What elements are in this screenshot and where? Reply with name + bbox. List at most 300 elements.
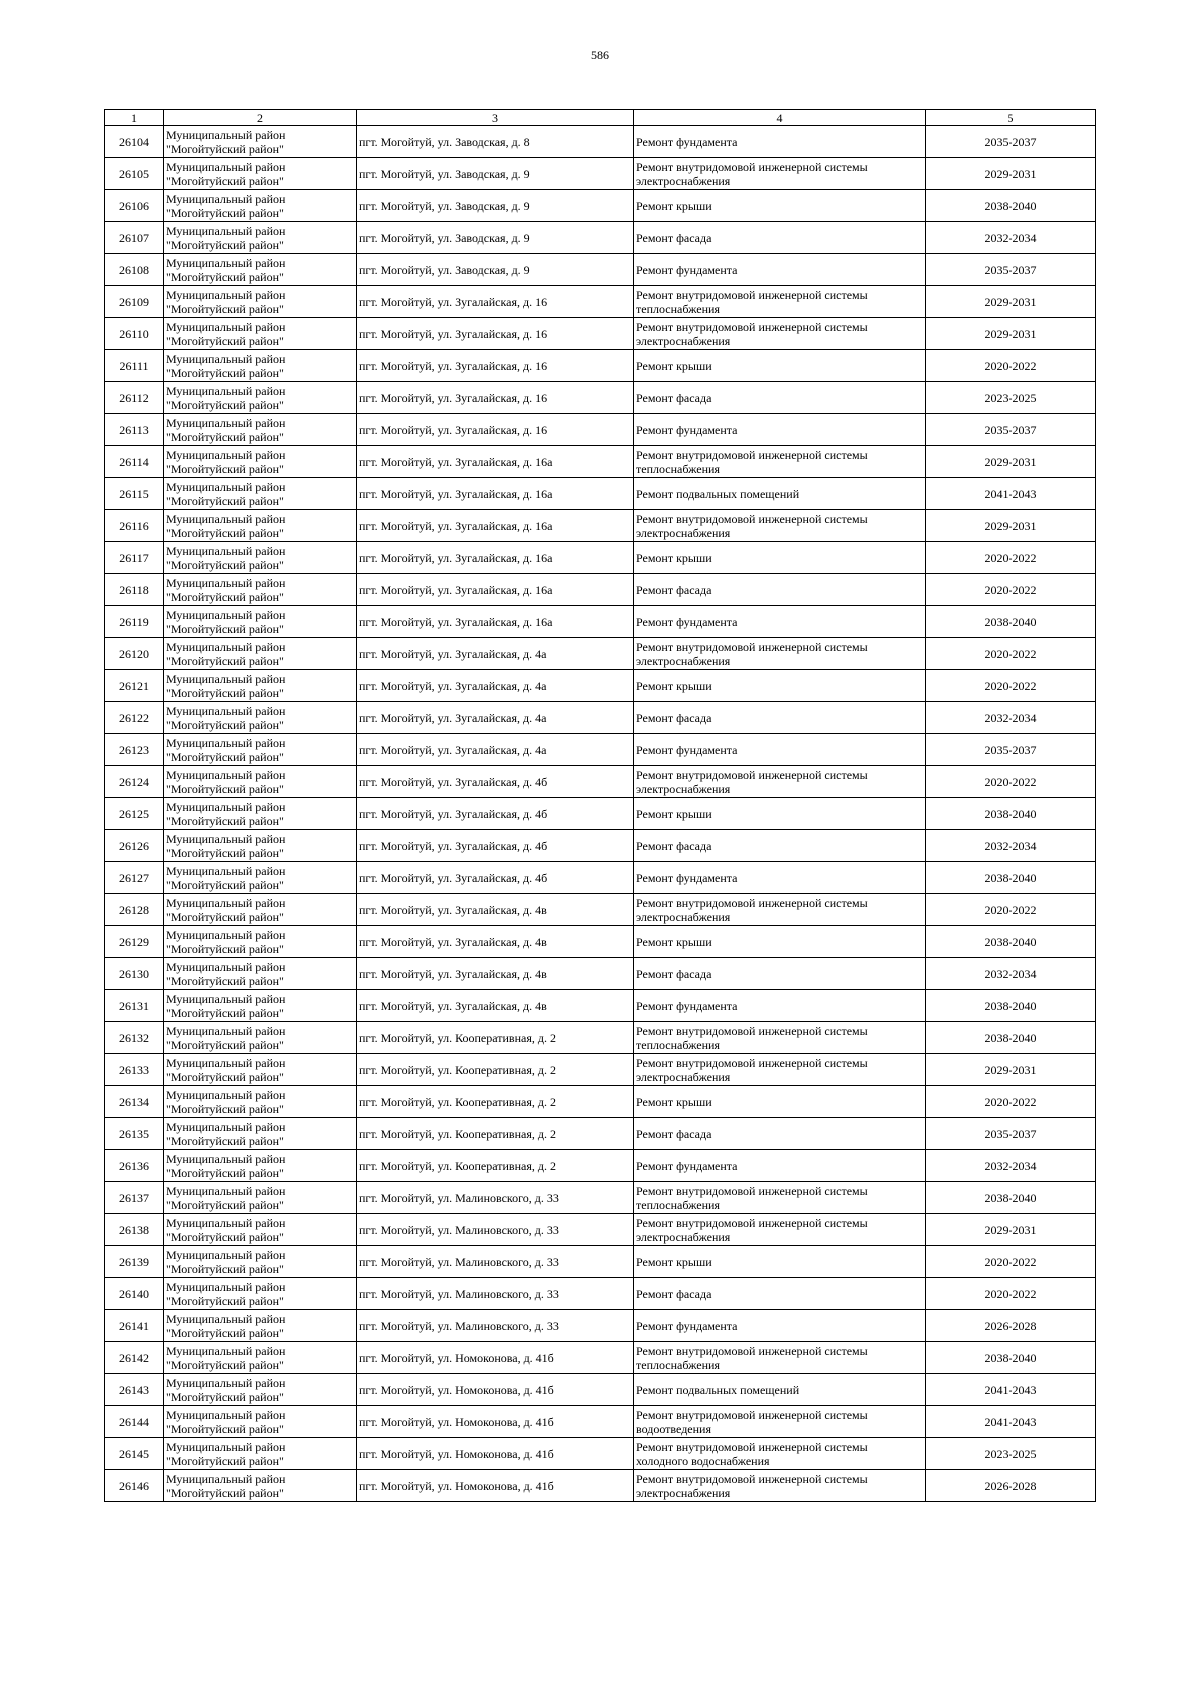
row-number-cell: 26116: [105, 510, 164, 542]
work-type-cell: [634, 510, 926, 542]
period-cell: 2038-2040: [926, 1182, 1096, 1214]
district-line: "Могойтуйский район": [166, 397, 284, 412]
period-cell: 2029-2031: [926, 510, 1096, 542]
district-cell: [164, 606, 357, 638]
district-line: Муниципальный район: [166, 191, 286, 206]
table-row: [105, 670, 1096, 702]
district-line: "Могойтуйский район": [166, 1357, 284, 1372]
work-type-line: электроснабжения: [636, 653, 731, 668]
row-number-cell: 26109: [105, 286, 164, 318]
work-type-cell: [634, 1246, 926, 1278]
district-line: Муниципальный район: [166, 1311, 286, 1326]
district-line: Муниципальный район: [166, 447, 286, 462]
work-type-line: Ремонт внутридомовой инженерной системы: [636, 159, 868, 174]
work-type-cell: [634, 286, 926, 318]
address-cell: пгт. Могойтуй, ул. Зугалайская, д. 16а: [357, 478, 634, 510]
period-cell: 2032-2034: [926, 702, 1096, 734]
table-row: [105, 1438, 1096, 1470]
row-number-cell: 26120: [105, 638, 164, 670]
work-type-line: электроснабжения: [636, 333, 731, 348]
district-line: Муниципальный район: [166, 927, 286, 942]
work-type-line: теплоснабжения: [636, 1037, 720, 1052]
work-type-cell: [634, 1054, 926, 1086]
district-cell: [164, 574, 357, 606]
district-line: Муниципальный район: [166, 127, 286, 142]
row-number-cell: 26106: [105, 190, 164, 222]
district-line: Муниципальный район: [166, 1119, 286, 1134]
work-type-cell: [634, 190, 926, 222]
period-cell: 2020-2022: [926, 542, 1096, 574]
row-number-cell: 26122: [105, 702, 164, 734]
work-type-cell: [634, 254, 926, 286]
row-number-cell: 26127: [105, 862, 164, 894]
table-row: [105, 126, 1096, 158]
work-type-line: Ремонт фундамента: [636, 998, 738, 1013]
period-cell: 2038-2040: [926, 1022, 1096, 1054]
address-cell: пгт. Могойтуй, ул. Зугалайская, д. 16: [357, 286, 634, 318]
work-type-cell: [634, 318, 926, 350]
work-type-cell: [634, 158, 926, 190]
district-line: Муниципальный район: [166, 415, 286, 430]
district-line: Муниципальный район: [166, 479, 286, 494]
district-line: "Могойтуйский район": [166, 1101, 284, 1116]
row-number-cell: 26119: [105, 606, 164, 638]
work-type-cell: [634, 1214, 926, 1246]
district-cell: [164, 958, 357, 990]
table-row: [105, 1150, 1096, 1182]
period-cell: 2020-2022: [926, 894, 1096, 926]
table-row: [105, 414, 1096, 446]
district-cell: [164, 766, 357, 798]
district-cell: [164, 702, 357, 734]
address-cell: пгт. Могойтуй, ул. Кооперативная, д. 2: [357, 1086, 634, 1118]
work-type-cell: [634, 830, 926, 862]
address-cell: пгт. Могойтуй, ул. Кооперативная, д. 2: [357, 1150, 634, 1182]
work-type-cell: [634, 1406, 926, 1438]
address-cell: пгт. Могойтуй, ул. Зугалайская, д. 16а: [357, 606, 634, 638]
district-line: Муниципальный район: [166, 735, 286, 750]
district-line: "Могойтуйский район": [166, 557, 284, 572]
table-row: [105, 926, 1096, 958]
work-type-line: Ремонт фасада: [636, 838, 712, 853]
row-number-cell: 26137: [105, 1182, 164, 1214]
period-cell: 2038-2040: [926, 990, 1096, 1022]
district-cell: [164, 1182, 357, 1214]
district-cell: [164, 734, 357, 766]
district-line: Муниципальный район: [166, 383, 286, 398]
district-line: "Могойтуйский район": [166, 205, 284, 220]
district-cell: [164, 670, 357, 702]
table-row: [105, 478, 1096, 510]
address-cell: пгт. Могойтуй, ул. Зугалайская, д. 4б: [357, 798, 634, 830]
page-number: 586: [591, 48, 609, 62]
table-row: [105, 1470, 1096, 1502]
district-cell: [164, 510, 357, 542]
period-cell: 2029-2031: [926, 158, 1096, 190]
period-cell: 2041-2043: [926, 1374, 1096, 1406]
district-cell: [164, 190, 357, 222]
district-cell: [164, 638, 357, 670]
work-type-line: Ремонт крыши: [636, 1094, 712, 1109]
district-cell: [164, 1438, 357, 1470]
table-row: [105, 350, 1096, 382]
work-type-line: электроснабжения: [636, 781, 731, 796]
district-cell: [164, 158, 357, 190]
work-type-line: Ремонт внутридомовой инженерной системы: [636, 511, 868, 526]
address-cell: пгт. Могойтуй, ул. Зугалайская, д. 4а: [357, 638, 634, 670]
work-type-line: Ремонт крыши: [636, 678, 712, 693]
district-line: Муниципальный район: [166, 671, 286, 686]
address-cell: пгт. Могойтуй, ул. Малиновского, д. 33: [357, 1246, 634, 1278]
work-type-line: Ремонт фасада: [636, 582, 712, 597]
address-cell: пгт. Могойтуй, ул. Заводская, д. 9: [357, 222, 634, 254]
work-type-cell: [634, 1118, 926, 1150]
district-cell: [164, 478, 357, 510]
work-type-cell: [634, 1022, 926, 1054]
table-row: [105, 830, 1096, 862]
district-line: Муниципальный район: [166, 351, 286, 366]
district-line: Муниципальный район: [166, 287, 286, 302]
work-type-cell: [634, 926, 926, 958]
table-row: [105, 1278, 1096, 1310]
work-type-cell: [634, 894, 926, 926]
district-line: Муниципальный район: [166, 1023, 286, 1038]
district-cell: [164, 1086, 357, 1118]
work-type-line: Ремонт фасада: [636, 966, 712, 981]
period-cell: 2020-2022: [926, 766, 1096, 798]
district-line: Муниципальный район: [166, 959, 286, 974]
row-number-cell: 26111: [105, 350, 164, 382]
table-row: [105, 1246, 1096, 1278]
address-cell: пгт. Могойтуй, ул. Малиновского, д. 33: [357, 1278, 634, 1310]
period-cell: 2020-2022: [926, 350, 1096, 382]
work-type-line: Ремонт фундамента: [636, 1158, 738, 1173]
address-cell: пгт. Могойтуй, ул. Зугалайская, д. 4а: [357, 702, 634, 734]
period-cell: 2035-2037: [926, 414, 1096, 446]
period-cell: 2020-2022: [926, 574, 1096, 606]
row-number-cell: 26105: [105, 158, 164, 190]
table-body: [105, 126, 1096, 1502]
work-type-line: Ремонт крыши: [636, 198, 712, 213]
work-type-line: Ремонт фасада: [636, 390, 712, 405]
district-line: "Могойтуйский район": [166, 717, 284, 732]
district-cell: [164, 382, 357, 414]
district-line: "Могойтуйский район": [166, 941, 284, 956]
district-cell: [164, 126, 357, 158]
district-line: "Могойтуйский район": [166, 845, 284, 860]
district-line: "Могойтуйский район": [166, 269, 284, 284]
district-line: Муниципальный район: [166, 255, 286, 270]
row-number-cell: 26130: [105, 958, 164, 990]
district-cell: [164, 1150, 357, 1182]
column-header-4: 4: [634, 110, 926, 126]
table-row: [105, 254, 1096, 286]
district-line: Муниципальный район: [166, 1183, 286, 1198]
address-cell: пгт. Могойтуй, ул. Номоконова, д. 41б: [357, 1406, 634, 1438]
district-line: "Могойтуйский район": [166, 365, 284, 380]
work-type-line: Ремонт внутридомовой инженерной системы: [636, 1055, 868, 1070]
district-line: "Могойтуйский район": [166, 1165, 284, 1180]
period-cell: 2029-2031: [926, 446, 1096, 478]
work-type-cell: [634, 638, 926, 670]
address-cell: пгт. Могойтуй, ул. Зугалайская, д. 16а: [357, 446, 634, 478]
address-cell: пгт. Могойтуй, ул. Малиновского, д. 33: [357, 1182, 634, 1214]
work-type-line: холодного водоснабжения: [636, 1453, 770, 1468]
row-number-cell: 26145: [105, 1438, 164, 1470]
work-type-line: электроснабжения: [636, 909, 731, 924]
district-cell: [164, 894, 357, 926]
district-cell: [164, 926, 357, 958]
table-row: [105, 222, 1096, 254]
period-cell: 2029-2031: [926, 1054, 1096, 1086]
period-cell: 2029-2031: [926, 1214, 1096, 1246]
address-cell: пгт. Могойтуй, ул. Зугалайская, д. 4в: [357, 926, 634, 958]
district-cell: [164, 1022, 357, 1054]
repair-schedule-table: [104, 109, 1096, 1502]
address-cell: пгт. Могойтуй, ул. Зугалайская, д. 16а: [357, 542, 634, 574]
work-type-line: Ремонт крыши: [636, 1254, 712, 1269]
period-cell: 2038-2040: [926, 926, 1096, 958]
address-cell: пгт. Могойтуй, ул. Номоконова, д. 41б: [357, 1374, 634, 1406]
district-cell: [164, 1310, 357, 1342]
district-line: "Могойтуйский район": [166, 621, 284, 636]
address-cell: пгт. Могойтуй, ул. Зугалайская, д. 4в: [357, 958, 634, 990]
work-type-line: теплоснабжения: [636, 1357, 720, 1372]
district-line: "Могойтуйский район": [166, 589, 284, 604]
district-line: "Могойтуйский район": [166, 749, 284, 764]
district-line: "Могойтуйский район": [166, 781, 284, 796]
row-number-cell: 26146: [105, 1470, 164, 1502]
district-cell: [164, 286, 357, 318]
district-line: Муниципальный район: [166, 863, 286, 878]
work-type-line: Ремонт внутридомовой инженерной системы: [636, 1183, 868, 1198]
period-cell: 2035-2037: [926, 254, 1096, 286]
address-cell: пгт. Могойтуй, ул. Зугалайская, д. 4б: [357, 862, 634, 894]
district-line: Муниципальный район: [166, 543, 286, 558]
district-line: Муниципальный район: [166, 1471, 286, 1486]
district-cell: [164, 318, 357, 350]
address-cell: пгт. Могойтуй, ул. Зугалайская, д. 4в: [357, 894, 634, 926]
table-row: [105, 1406, 1096, 1438]
work-type-line: Ремонт фасада: [636, 1286, 712, 1301]
row-number-cell: 26108: [105, 254, 164, 286]
row-number-cell: 26117: [105, 542, 164, 574]
table-row: [105, 990, 1096, 1022]
district-line: "Могойтуйский район": [166, 333, 284, 348]
work-type-cell: [634, 1310, 926, 1342]
column-header-3: 3: [357, 110, 634, 126]
district-line: Муниципальный район: [166, 1279, 286, 1294]
period-cell: 2032-2034: [926, 1150, 1096, 1182]
period-cell: 2035-2037: [926, 1118, 1096, 1150]
work-type-line: Ремонт внутридомовой инженерной системы: [636, 1215, 868, 1230]
period-cell: 2032-2034: [926, 830, 1096, 862]
address-cell: пгт. Могойтуй, ул. Заводская, д. 9: [357, 254, 634, 286]
table-row: [105, 894, 1096, 926]
district-line: Муниципальный район: [166, 159, 286, 174]
table-row: [105, 1342, 1096, 1374]
district-line: "Могойтуйский район": [166, 1261, 284, 1276]
address-cell: пгт. Могойтуй, ул. Зугалайская, д. 16а: [357, 574, 634, 606]
district-line: "Могойтуйский район": [166, 973, 284, 988]
district-cell: [164, 414, 357, 446]
work-type-line: Ремонт внутридомовой инженерной системы: [636, 1023, 868, 1038]
table-row: [105, 1118, 1096, 1150]
column-number-row: [105, 110, 1096, 126]
work-type-cell: [634, 222, 926, 254]
row-number-cell: 26115: [105, 478, 164, 510]
period-cell: 2029-2031: [926, 286, 1096, 318]
district-line: Муниципальный район: [166, 511, 286, 526]
district-line: Муниципальный район: [166, 575, 286, 590]
period-cell: 2041-2043: [926, 478, 1096, 510]
row-number-cell: 26135: [105, 1118, 164, 1150]
district-line: "Могойтуйский район": [166, 909, 284, 924]
work-type-line: теплоснабжения: [636, 1197, 720, 1212]
district-cell: [164, 222, 357, 254]
work-type-line: Ремонт фундамента: [636, 134, 738, 149]
work-type-line: Ремонт внутридомовой инженерной системы: [636, 1439, 868, 1454]
work-type-cell: [634, 350, 926, 382]
work-type-line: Ремонт фасада: [636, 710, 712, 725]
address-cell: пгт. Могойтуй, ул. Малиновского, д. 33: [357, 1214, 634, 1246]
row-number-cell: 26113: [105, 414, 164, 446]
work-type-cell: [634, 542, 926, 574]
work-type-line: Ремонт фасада: [636, 1126, 712, 1141]
row-number-cell: 26114: [105, 446, 164, 478]
district-line: "Могойтуйский район": [166, 525, 284, 540]
work-type-cell: [634, 446, 926, 478]
table-row: [105, 190, 1096, 222]
work-type-line: Ремонт внутридомовой инженерной системы: [636, 287, 868, 302]
district-cell: [164, 862, 357, 894]
work-type-cell: [634, 478, 926, 510]
district-line: Муниципальный район: [166, 799, 286, 814]
district-line: "Могойтуйский район": [166, 173, 284, 188]
work-type-line: Ремонт внутридомовой инженерной системы: [636, 767, 868, 782]
district-line: "Могойтуйский район": [166, 813, 284, 828]
table-row: [105, 638, 1096, 670]
table-row: [105, 318, 1096, 350]
table-row: [105, 1214, 1096, 1246]
address-cell: пгт. Могойтуй, ул. Заводская, д. 8: [357, 126, 634, 158]
district-line: "Могойтуйский район": [166, 1133, 284, 1148]
work-type-cell: [634, 990, 926, 1022]
district-cell: [164, 254, 357, 286]
district-line: "Могойтуйский район": [166, 877, 284, 892]
period-cell: 2038-2040: [926, 606, 1096, 638]
row-number-cell: 26133: [105, 1054, 164, 1086]
district-line: "Могойтуйский район": [166, 237, 284, 252]
work-type-line: Ремонт подвальных помещений: [636, 1382, 800, 1397]
work-type-cell: [634, 862, 926, 894]
district-line: "Могойтуйский район": [166, 1069, 284, 1084]
work-type-line: Ремонт фундамента: [636, 742, 738, 757]
work-type-cell: [634, 1278, 926, 1310]
work-type-line: Ремонт фундамента: [636, 870, 738, 885]
work-type-line: водоотведения: [636, 1421, 711, 1436]
address-cell: пгт. Могойтуй, ул. Зугалайская, д. 16: [357, 414, 634, 446]
work-type-line: Ремонт крыши: [636, 550, 712, 565]
district-line: "Могойтуйский район": [166, 1037, 284, 1052]
period-cell: 2020-2022: [926, 1278, 1096, 1310]
row-number-cell: 26143: [105, 1374, 164, 1406]
work-type-line: Ремонт внутридомовой инженерной системы: [636, 639, 868, 654]
district-line: Муниципальный район: [166, 639, 286, 654]
work-type-line: Ремонт подвальных помещений: [636, 486, 800, 501]
work-type-cell: [634, 606, 926, 638]
table-row: [105, 798, 1096, 830]
period-cell: 2038-2040: [926, 1342, 1096, 1374]
row-number-cell: 26140: [105, 1278, 164, 1310]
period-cell: 2035-2037: [926, 734, 1096, 766]
district-line: Муниципальный район: [166, 1343, 286, 1358]
district-line: "Могойтуйский район": [166, 1453, 284, 1468]
district-line: "Могойтуйский район": [166, 653, 284, 668]
district-cell: [164, 830, 357, 862]
work-type-line: электроснабжения: [636, 1485, 731, 1500]
work-type-line: Ремонт фундамента: [636, 1318, 738, 1333]
district-cell: [164, 1118, 357, 1150]
district-line: Муниципальный район: [166, 895, 286, 910]
row-number-cell: 26139: [105, 1246, 164, 1278]
district-cell: [164, 1374, 357, 1406]
district-cell: [164, 350, 357, 382]
district-line: Муниципальный район: [166, 703, 286, 718]
work-type-line: Ремонт внутридомовой инженерной системы: [636, 895, 868, 910]
work-type-line: электроснабжения: [636, 1069, 731, 1084]
work-type-cell: [634, 414, 926, 446]
address-cell: пгт. Могойтуй, ул. Зугалайская, д. 16: [357, 382, 634, 414]
work-type-cell: [634, 798, 926, 830]
work-type-line: электроснабжения: [636, 173, 731, 188]
work-type-line: Ремонт внутридомовой инженерной системы: [636, 1471, 868, 1486]
table-row: [105, 766, 1096, 798]
district-line: "Могойтуйский район": [166, 301, 284, 316]
row-number-cell: 26123: [105, 734, 164, 766]
row-number-cell: 26142: [105, 1342, 164, 1374]
work-type-line: теплоснабжения: [636, 461, 720, 476]
address-cell: пгт. Могойтуй, ул. Зугалайская, д. 16: [357, 318, 634, 350]
district-cell: [164, 1278, 357, 1310]
address-cell: пгт. Могойтуй, ул. Заводская, д. 9: [357, 158, 634, 190]
district-line: "Могойтуйский район": [166, 1229, 284, 1244]
district-cell: [164, 1470, 357, 1502]
row-number-cell: 26131: [105, 990, 164, 1022]
address-cell: пгт. Могойтуй, ул. Зугалайская, д. 4в: [357, 990, 634, 1022]
work-type-cell: [634, 1150, 926, 1182]
work-type-cell: [634, 1342, 926, 1374]
district-line: Муниципальный район: [166, 1439, 286, 1454]
row-number-cell: 26104: [105, 126, 164, 158]
table-row: [105, 862, 1096, 894]
period-cell: 2020-2022: [926, 1086, 1096, 1118]
work-type-cell: [634, 1470, 926, 1502]
period-cell: 2020-2022: [926, 638, 1096, 670]
period-cell: 2032-2034: [926, 222, 1096, 254]
work-type-line: Ремонт внутридомовой инженерной системы: [636, 1343, 868, 1358]
row-number-cell: 26125: [105, 798, 164, 830]
district-line: "Могойтуйский район": [166, 1485, 284, 1500]
work-type-cell: [634, 1086, 926, 1118]
table-row: [105, 1086, 1096, 1118]
period-cell: 2029-2031: [926, 318, 1096, 350]
work-type-line: Ремонт фундамента: [636, 422, 738, 437]
address-cell: пгт. Могойтуй, ул. Кооперативная, д. 2: [357, 1118, 634, 1150]
work-type-line: Ремонт фундамента: [636, 262, 738, 277]
address-cell: пгт. Могойтуй, ул. Номоконова, д. 41б: [357, 1438, 634, 1470]
work-type-cell: [634, 126, 926, 158]
